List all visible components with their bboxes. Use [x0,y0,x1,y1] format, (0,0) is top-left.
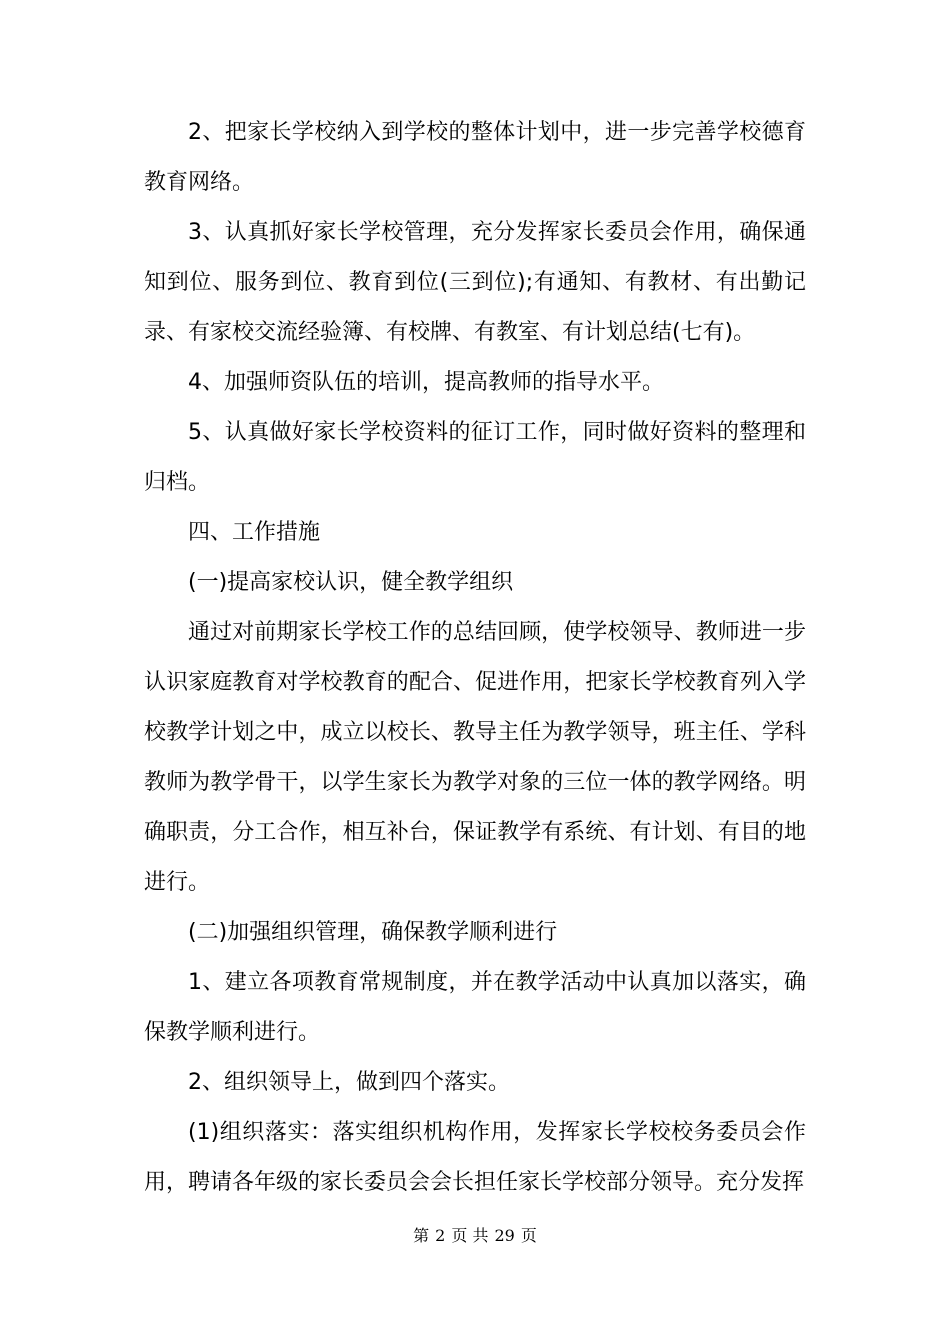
footer-prefix: 第 [413,1226,430,1245]
paragraph: 3、认真抓好家长学校管理，充分发挥家长委员会作用，确保通知到位、服务到位、教育到位(三到位);有通知、有教材、有出勤记录、有家校交流经验簿、有校牌、有教室、有计划总结(七有)。 [144,220,806,345]
paragraph: 1、建立各项教育常规制度，并在教学活动中认真加以落实，确保教学顺利进行。 [144,970,806,1045]
footer-suffix: 页 [520,1226,537,1245]
current-page-number: 2 [435,1226,446,1245]
paragraph: 5、认真做好家长学校资料的征订工作，同时做好资料的整理和归档。 [144,420,806,495]
paragraph: 4、加强师资队伍的培训，提高教师的指导水平。 [188,370,664,395]
page-footer [0,1224,950,1248]
section-heading: 四、工作措施 [188,520,321,545]
subsection-heading: (二)加强组织管理，确保教学顺利进行 [188,920,558,945]
subsection-heading: (一)提高家校认识，健全教学组织 [188,570,514,595]
paragraph: 通过对前期家长学校工作的总结回顾，使学校领导、教师进一步认识家庭教育对学校教育的配合、促进作用，把家长学校教育列入学校教学计划之中，成立以校长、教导主任为教学领导，班主任、学科教师为教学骨干，以学生家长为教学对象的三位一体的教学网络。明确职责，分工合作，相互补台，保证教学有系统、有计划、有目的地进行。 [144,620,806,895]
footer-middle: 页 共 [451,1226,489,1245]
paragraph: 2、组织领导上，做到四个落实。 [188,1070,510,1095]
document-body [144,108,806,1208]
paragraph: 2、把家长学校纳入到学校的整体计划中，进一步完善学校德育教育网络。 [144,120,806,195]
total-pages-number: 29 [494,1226,515,1245]
paragraph: (1)组织落实：落实组织机构作用，发挥家长学校校务委员会作用，聘请各年级的家长委员会会长担任家长学校部分领导。充分发挥 [144,1120,806,1195]
